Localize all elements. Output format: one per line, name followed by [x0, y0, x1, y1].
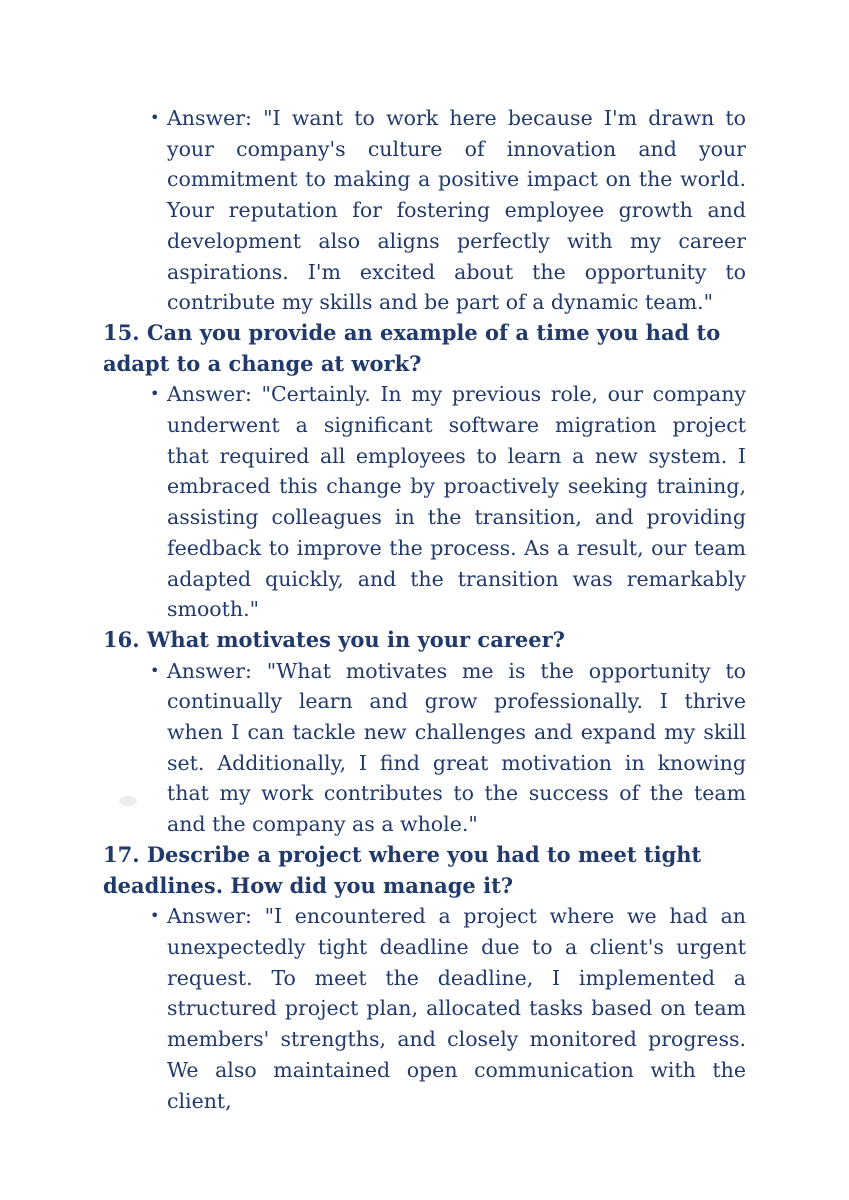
bullet-icon: • [150, 660, 160, 680]
page-content [103, 103, 746, 1116]
bullet-icon: • [150, 906, 160, 926]
question-16: 16. What motivates you in your career? [103, 626, 565, 652]
bullet-icon: • [150, 384, 160, 404]
answer-17-text: Answer: "I encountered a project where we had an unexpectedly tight deadline due to a client's urgent request. To meet the deadline, I implemented a structured project plan, allocated tasks based on team members' strengths, and closely monitored progress. We also maintained open communication with the client, [167, 904, 746, 1113]
question-15: 15. Can you provide an example of a time you had to adapt to a change at work? [103, 319, 721, 376]
answer-14 [103, 103, 746, 318]
bullet-icon: • [150, 108, 160, 127]
question-17: 17. Describe a project where you had to meet tight deadlines. How did you manage it? [103, 841, 702, 898]
answer-15-text: Answer: "Certainly. In my previous role, our company underwent a significant software migration project that required all employees to learn a new system. I embraced this change by proactively seeking training, assisting colleagues in the transition, and providing feedback to improve the process. As a result, our team adapted quickly, and the transition was remarkably smooth." [167, 382, 746, 622]
answer-15 [103, 379, 746, 625]
answer-16-text: Answer: "What motivates me is the opportunity to continually learn and grow professionally. I thrive when I can tackle new challenges and expand my skill set. Additionally, I find great motivation in knowing that my work contributes to the success of the team and the company as a whole." [167, 658, 746, 837]
answer-17 [103, 901, 746, 1116]
answer-14-text: Answer: "I want to work here because I'm drawn to your company's culture of innovation and your commitment to making a positive impact on the world. Your reputation for fostering employee growth and development also aligns perfectly with my career aspirations. I'm excited about the opportunity to contribute my skills and be part of a dynamic team." [167, 106, 746, 315]
answer-16 [103, 656, 746, 840]
